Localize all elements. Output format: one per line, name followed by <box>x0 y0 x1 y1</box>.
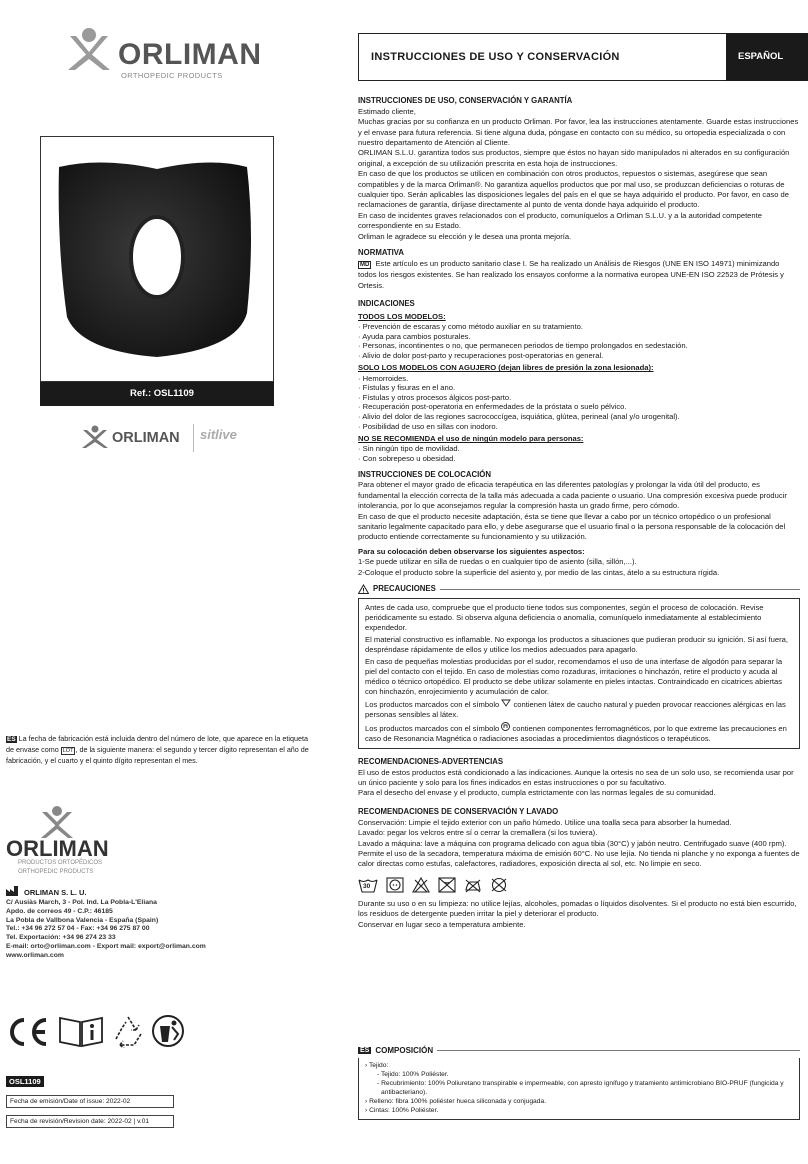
address-line: E-mail: orto@orliman.com - Export mail: export@orliman.com <box>6 942 206 950</box>
section-colocacion <box>358 470 800 578</box>
precautions-box <box>358 598 800 749</box>
latex-text-1: Los productos marcados con el símbolo <box>365 699 500 709</box>
list-item: · Fístulas y otros procesos álgicos post-parto. <box>358 393 800 403</box>
list-item: · Personas, incontinentes o no, que permanecen periodos de tiempo prolongados en sedestación. <box>358 341 800 351</box>
section-conservacion <box>358 807 800 930</box>
magnet-icon <box>501 722 510 731</box>
lot-icon: LOT <box>62 747 74 754</box>
paragraph: Estimado cliente, <box>358 106 416 116</box>
product-code-badge: OSL1109 <box>6 1076 44 1087</box>
language-tab <box>726 33 808 81</box>
list-item: · Recuperación post-operatoria en enfermedades de la próstata o suelo pélvico. <box>358 402 800 412</box>
no-dry-clean-icon <box>490 877 508 893</box>
no-bleach-icon <box>412 877 430 893</box>
reference-label: Ref.: OSL1109 <box>130 388 194 399</box>
composition-item <box>365 1107 793 1116</box>
logo-divider <box>193 424 194 452</box>
section-title: INDICACIONES <box>358 299 415 309</box>
list-item: · Con sobrepeso u obesidad. <box>358 454 800 464</box>
recycle-icon <box>110 1014 146 1048</box>
no-hang-dry-icon <box>438 877 456 893</box>
composition-lang-badge: ES <box>360 1047 370 1054</box>
list-item: · Prevención de escaras y como método auxiliar en su tratamiento. <box>358 322 800 332</box>
issue-date: Fecha de emisión/Date of issue: 2022-02 <box>6 1095 174 1108</box>
list-item: · Fístulas y fisuras en el ano. <box>358 383 800 393</box>
product-image-frame <box>40 136 274 382</box>
revision-date: Fecha de revisión/Revision date: 2022-02 | v.01 <box>6 1115 174 1128</box>
paragraph: Lavado a máquina: lave a máquina con programa delicado con agua tibia (30°C) y jabón neutro. Centrifugado suave (400 rpm). Permite el uso de la secadora, temperatura máxima de emisión 60°C. No use lejía. No tienda ni planche y no exponga a fuentes de calor directas como estufas, calefactores, radiadores, exposición directa al sol, etc. No limpie en seco. <box>358 838 800 869</box>
brand-tagline: ORTHOPEDIC PRODUCTS <box>121 71 223 80</box>
brand-name: ORLIMAN <box>118 38 262 71</box>
magnet-text-2: contienen componentes ferromagnéticos, por lo que extreme las precauciones en caso de Resonancia Magnética o radiaciones asociadas a procedimientos diagnósticos o terapéuticos. <box>365 723 787 743</box>
md-icon: MD <box>360 261 370 268</box>
language-label: ESPAÑOL <box>738 51 784 62</box>
section-recomendaciones <box>358 757 800 799</box>
paragraph: El material constructivo es inflamable. No exponga los productos a situaciones que pudieran producir su ignición. Si así fuera, despréndase rápidamente de ellos y utilice los medios adecuados para apagarlo. <box>365 634 788 654</box>
latex-text-2: contienen látex de caucho natural y pueden provocar reacciones alérgicas en las personas sensibles al látex. <box>365 699 786 719</box>
paragraph: Muchas gracias por su confianza en un producto Orliman. Por favor, lea las instrucciones atentamente. Guarde estas instrucciones y el envase para futura referencia. Si tiene alguna duda, póngase en contacto con su médico, su ortopedia especializada o con nuestro departamento de Atención al Cliente. <box>358 117 799 148</box>
paragraph <box>365 699 793 720</box>
chevron-icon: › <box>365 1106 370 1114</box>
latex-icon <box>501 699 511 707</box>
magnet-text-1: Los productos marcados con el símbolo <box>365 723 500 733</box>
company-name: ORLIMAN S. L. U. <box>24 888 87 897</box>
paragraph: Conservación: Limpie el tejido exterior con un paño húmedo. Utilice una toalla seca para absorber la humedad. <box>358 817 732 827</box>
brand-name-small: ORLIMAN <box>112 430 180 446</box>
header-title: INSTRUCCIONES DE USO Y CONSERVACIÓN <box>371 51 620 63</box>
list-item: · Ayuda para cambios posturales. <box>358 332 800 342</box>
section-normativa <box>358 248 800 291</box>
list-item: · Hemorroides. <box>358 374 800 384</box>
address-line: Apdo. de correos 49 - C.P.: 46185 <box>6 907 113 915</box>
paragraph <box>358 259 800 291</box>
manufacturer-icon <box>6 886 18 896</box>
wash-temp: 30 <box>363 882 371 890</box>
care-icons <box>358 877 800 893</box>
brand-name-2: ORLIMAN <box>6 836 109 861</box>
chevron-icon: › <box>365 1062 369 1069</box>
address-line: Tel.: +34 96 272 57 04 - Fax: +34 96 275 87 00 <box>6 925 150 933</box>
no-iron-icon <box>464 877 482 893</box>
sitlive-logo: sitlive <box>200 427 237 442</box>
section-indicaciones <box>358 299 800 464</box>
lot-note-text-2: , de la siguiente manera: el segundo y tercer dígito representan el año de fabricación, y el cuarto y el quinto dígito representan el mes. <box>6 744 309 766</box>
section-composicion <box>358 1046 800 1120</box>
composition-item <box>365 1062 793 1071</box>
paragraph: En caso de que los productos se utilicen en combinación con otros productos, repuestos o sistemas, asegúrese que sean compatibles y de la marca Orliman®. No garantiza aquellos productos que por mal uso, se produzcan deficiencias o roturas de cualquier tipo. Serán aplicables las disposiciones legales del país en el que se haya adquirido el producto. Por favor, en caso de reclamaciones de garantía, diríjase directamente al punto de venta donde haya adquirido el producto. <box>358 169 790 210</box>
section-title: PRECAUCIONES <box>373 584 436 594</box>
composition-text: Cintas: 100% Poliéster. <box>369 1106 439 1114</box>
paragraph: El uso de estos productos está condicionado a las indicaciones. Aunque la ortesis no sea de un solo uso, se recomienda usar por un único paciente y solo para los fines indicados en estas instrucciones o por su facultativo. <box>358 767 794 788</box>
paragraph: En caso de incidentes graves relacionados con el producto, comuníquelos a Orliman S.L.U. y a la autoridad competente correspondiente en su Estado. <box>358 210 762 231</box>
section-title: INSTRUCCIONES DE USO, CONSERVACIÓN Y GARANTÍA <box>358 96 573 105</box>
list <box>358 374 800 432</box>
normativa-text: Este artículo es un producto sanitario clase I. Se ha realizado un Análisis de Riesgos (UNE EN ISO 14971) minimizando todos los riesgos existentes. Se han realizado los ensayos conforme a la normativa europea UNE-EN ISO 22523 de Prótesis y Ortesis. <box>358 258 784 290</box>
paragraph: En caso de pequeñas molestias producidas por el sudor, recomendamos el uso de una interfase de algodón para separar la piel del contacto con el tejido. En caso de molestias como rozaduras, irritaciones o hinchazón, retire el producto y acuda al médico o técnico ortopédico. El producto se debe utilizar solamente en pieles intactas. Contraindicado en cicatrices abiertas con hinchazón, enrojecimiento y acumulación de calor. <box>365 656 783 696</box>
paragraph: Para obtener el mayor grado de eficacia terapéutica en las diferentes patologías y prolongar la vida útil del producto, es fundamental la elección correcta de la talla más adecuada a cada paciente o usuario. Una compresión excesiva puede producir intolerancia, por lo que aconsejamos regular la compresión hasta un grado firme, pero cómodo. <box>358 480 787 511</box>
composition-text: Relleno: fibra 100% poliéster hueca siliconada y conjugada. <box>369 1097 547 1105</box>
title-rule <box>437 1050 800 1051</box>
paragraph: Lavado: pegar los velcros entre sí o cerrar la cremallera (si los tuviera). <box>358 828 598 838</box>
address-line: C/ Ausiàs March, 3 - Pol. Ind. La Pobla-L'Eliana <box>6 899 157 906</box>
section-title: RECOMENDACIONES-ADVERTENCIAS <box>358 756 504 766</box>
list-item: · Posibilidad de uso en sillas con inodoro. <box>358 422 800 432</box>
composition-subitem: - Recubrimiento: 100% Poliuretano transpirable e impermeable, con apresto ignífugo y tratamiento antimicrobiano BIO-PRUF (fungicida y antibacteriano). <box>377 1079 784 1096</box>
composition-item <box>365 1098 793 1107</box>
paragraph <box>365 722 793 744</box>
lot-note <box>6 734 312 766</box>
list-item: · Alivio de dolor post-parto y recuperaciones post-operatorias en general. <box>358 351 800 361</box>
section-heading <box>358 584 800 595</box>
disposal-icon <box>150 1014 186 1048</box>
title-rule <box>440 589 800 590</box>
subheading: SOLO LOS MODELOS CON AGUJERO (dejan libres de presión la zona lesionada): <box>358 363 654 373</box>
reference-bar <box>40 382 274 406</box>
list-item: · Alivio del dolor de las regiones sacrococcígea, isquiática, glútea, perineal (anal y/o urogenital). <box>358 412 800 422</box>
warning-icon <box>358 584 369 594</box>
cushion-image <box>41 137 273 381</box>
lot-note-text-1: La fecha de fabricación está incluida dentro del número de lote, que aparece en la etiqueta de envase como <box>6 734 308 754</box>
subheading: TODOS LOS MODELOS: <box>358 311 446 321</box>
list-item: · Sin ningún tipo de movilidad. <box>358 444 800 454</box>
header-title-box <box>358 33 726 81</box>
orliman-logo-small <box>80 424 110 450</box>
address-line: La Pobla de Vallbona Valencia - España (Spain) <box>6 916 159 924</box>
composition-subitem: - Tejido: 100% Poliéster. <box>377 1070 449 1078</box>
section-title: RECOMENDACIONES DE CONSERVACIÓN Y LAVADO <box>358 806 559 816</box>
section-title: COMPOSICIÓN <box>375 1046 434 1055</box>
list <box>358 322 800 360</box>
paragraph: Durante su uso o en su limpieza: no utilice lejías, alcoholes, pomadas o líquidos disolventes. Si el producto no está bien escurrido, los residuos de detergente pueden irritar la piel y deteriorar el producto. <box>358 898 797 919</box>
composition-heading <box>358 1046 800 1055</box>
tumble-dry-icon <box>386 877 404 893</box>
list <box>358 444 800 463</box>
paragraph: Orliman le agradece su elección y le desea una pronta mejoría. <box>358 231 572 241</box>
address-line: Tel. Exportación: +34 96 274 23 33 <box>6 934 116 942</box>
section-title: INSTRUCCIONES DE COLOCACIÓN <box>358 469 491 479</box>
composition-text: Tejido: <box>368 1062 389 1069</box>
step: 1-Se puede utilizar en silla de ruedas o en cualquier tipo de asiento (silla, sillón,...). <box>358 557 637 567</box>
orliman-logo-2 <box>38 804 76 840</box>
composition-box <box>358 1058 800 1120</box>
instructions-icon <box>58 1014 104 1048</box>
step: 2-Coloque el producto sobre la superficie del asiento y, por medio de las cintas, átelo a su estructura rígida. <box>358 567 720 577</box>
chevron-icon: › <box>365 1097 370 1105</box>
section-precauciones <box>358 584 800 749</box>
ce-mark-icon <box>6 1016 50 1048</box>
website-link[interactable]: www.orliman.com <box>6 951 64 959</box>
company-address <box>6 899 206 961</box>
wash-30-icon <box>358 877 378 893</box>
subheading: NO SE RECOMIENDA el uso de ningún modelo para personas: <box>358 434 584 444</box>
section-warranty <box>358 96 800 242</box>
paragraph: En caso de que el producto necesite adaptación, ésta se tiene que llevar a cabo por un técnico ortopédico o un profesional sanitario legalmente capacitado para ello, y debe asegurarse que el usuario final o la persona responsable de la colocación del producto entiende correctamente su funcionamiento y su utilización. <box>358 511 786 542</box>
lot-lang-badge: ES <box>7 736 16 743</box>
logo2-line1: PRODUCTOS ORTOPÉDICOS <box>18 860 103 866</box>
section-title: NORMATIVA <box>358 248 405 258</box>
subheading: Para su colocación deben observarse los siguientes aspectos: <box>358 546 585 556</box>
logo2-line2: ORTHOPEDIC PRODUCTS <box>18 869 94 875</box>
paragraph: Antes de cada uso, compruebe que el producto tiene todos sus componentes, según el proceso de colocación. Revise periódicamente su estado. Si observa alguna deficiencia o anomalía, comuníquelo inmediatamente al establecimiento expendedor. <box>365 602 764 632</box>
paragraph: Conservar en lugar seco a temperatura ambiente. <box>358 919 526 929</box>
paragraph: Para el desecho del envase y el producto, cumpla estrictamente con las normas legales de su comunidad. <box>358 788 716 798</box>
content-column <box>358 96 800 930</box>
paragraph: ORLIMAN S.L.U. garantiza todos sus productos, siempre que éstos no hayan sido manipulados ni alterados en su configuración original, a excepción de su utilización prescrita en esta hoja de instrucciones. <box>358 148 790 168</box>
